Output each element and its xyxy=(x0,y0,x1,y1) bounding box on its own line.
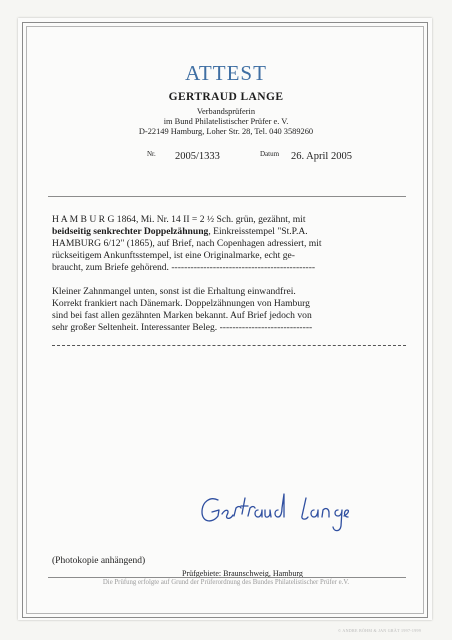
certificate-date: 26. April 2005 xyxy=(291,151,352,162)
examiner-role: Verbandsprüferin xyxy=(196,107,256,116)
condition-line: sehr großer Seltenheit. Interessanter Beleg. ----------------------------- xyxy=(52,322,313,334)
certificate-title: ATTEST xyxy=(185,61,267,85)
examiner-name: GERTRAUD LANGE xyxy=(168,91,284,103)
condition-line: Kleiner Zahnmangel unten, sonst ist die Erhaltung einwandfrei. xyxy=(52,286,296,297)
description-text: , Einkreisstempel "St.P.A. xyxy=(208,226,308,238)
examination-place: Prüfgebiete: Braunschweig, Hamburg xyxy=(182,569,303,578)
date-label: Datum xyxy=(260,150,280,158)
form-credit: © ANDRE BÖHM & JAN GRÄT 1997-1999 xyxy=(338,628,422,633)
association-name: im Bund Philatelistischer Prüfer e. V. xyxy=(163,117,289,126)
description-line xyxy=(52,226,406,238)
description-paragraph xyxy=(52,214,406,274)
condition-line: Korrekt frankiert nach Dänemark. Doppelzähnungen von Hamburg xyxy=(52,298,310,310)
footer-text: Die Prüfung erfolgte auf Grund der Prüferordnung des Bundes Philatelistischer Prüfer e.V. xyxy=(102,579,350,586)
description-line: HAMBURG 6/12" (1865), auf Brief, nach Copenhagen adressiert, mit xyxy=(52,238,322,250)
certificate-number: 2005/1333 xyxy=(175,151,220,162)
description-line: braucht, zum Briefe gehörend. --------------------------------------------- xyxy=(52,262,316,274)
handwritten-signature xyxy=(196,486,366,541)
description-line: rückseitigem Ankunftsstempel, ist eine Originalmarke, echt ge- xyxy=(52,250,295,262)
number-label: Nr. xyxy=(147,150,156,158)
dashed-separator xyxy=(52,345,406,346)
footer-rule xyxy=(48,577,406,578)
examiner-address: D-22149 Hamburg, Loher Str. 28, Tel. 040 3589260 xyxy=(138,127,314,136)
top-rule xyxy=(48,196,406,197)
signature-icon xyxy=(196,486,366,536)
bold-highlight: beidseitig senkrechter Doppelzähnung xyxy=(52,226,209,238)
description-line: H A M B U R G 1864, Mi. Nr. 14 II = 2 ½ Sch. grün, gezähnt, mit xyxy=(52,214,306,225)
condition-line: sind bei fast allen gezähnten Marken bekannt. Auf Brief jedoch von xyxy=(52,310,312,322)
photocopy-note: (Photokopie anhängend) xyxy=(52,556,146,566)
condition-paragraph xyxy=(52,286,406,334)
